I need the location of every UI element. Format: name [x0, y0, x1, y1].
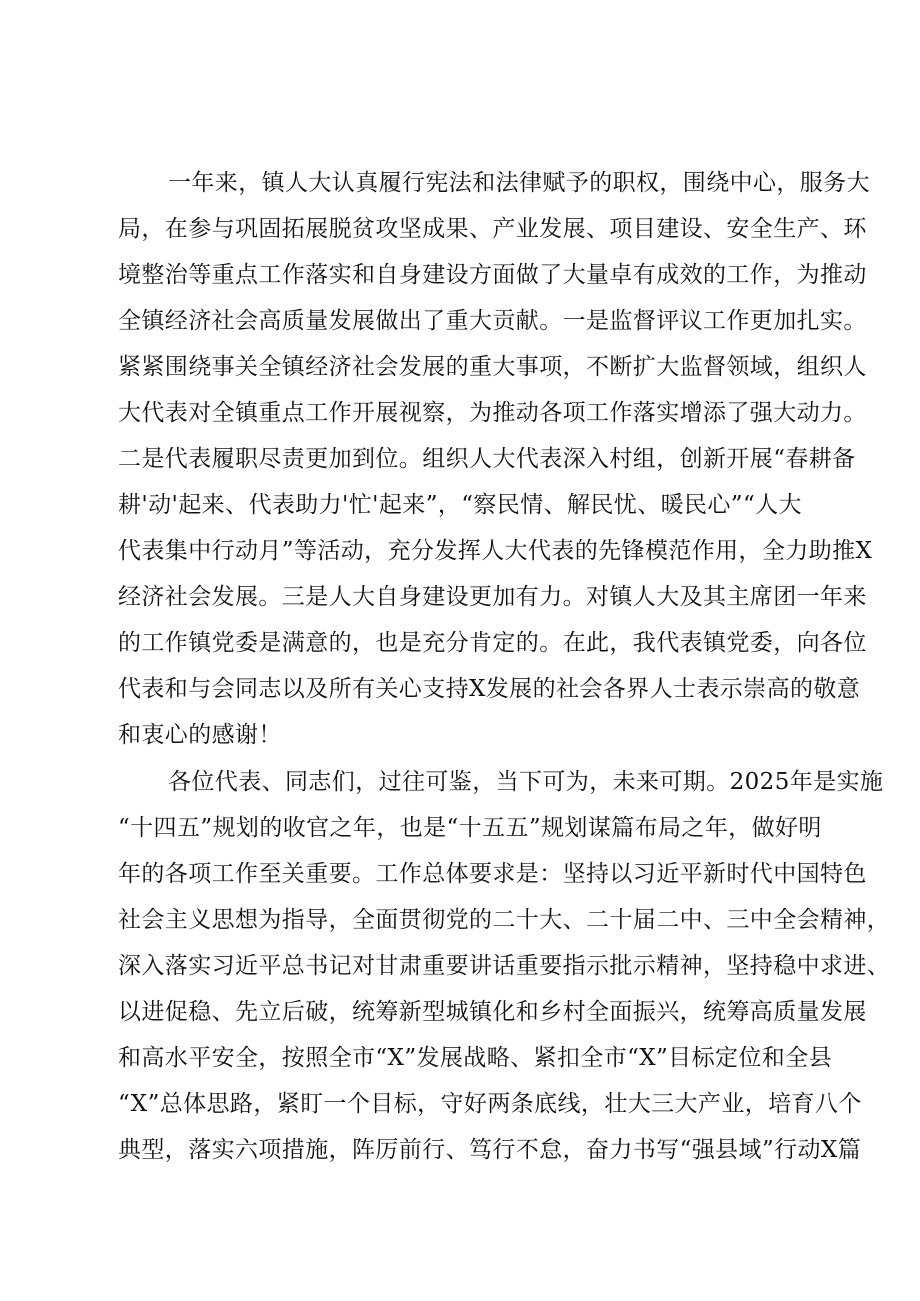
text-line: 局，在参与巩固拓展脱贫攻坚成果、产业发展、项目建设、安全生产、环	[118, 216, 867, 242]
text-line: 各位代表、同志们，过往可鉴，当下可为，未来可期。2025年是实施	[168, 769, 884, 795]
text-line: 二是代表履职尽责更加到位。组织人大代表深入村组，创新开展“春耕备	[118, 446, 856, 472]
text-line: 紧紧围绕事关全镇经济社会发展的重大事项，不断扩大监督领域，组织人	[118, 354, 867, 380]
text-line: 以进促稳、先立后破，统筹新型城镇化和乡村全面振兴，统筹高质量发展	[118, 999, 867, 1025]
text-line: 一年来，镇人大认真履行宪法和法律赋予的职权，围绕中心，服务大	[168, 170, 870, 196]
text-line: 深入落实习近平总书记对甘肃重要讲话重要指示批示精神，坚持稳中求进、	[118, 953, 891, 979]
text-line: 典型，落实六项措施，阵厉前行、笃行不怠，奋力书写“强县域”行动X篇	[118, 1137, 862, 1163]
text-line: 经济社会发展。三是人大自身建设更加有力。对镇人大及其主席团一年来	[118, 584, 867, 610]
text-line: 和高水平安全，按照全市“X”发展战略、紧扣全市“X”目标定位和全县	[118, 1045, 832, 1071]
text-line: 代表和与会同志以及所有关心支持X发展的社会各界人士表示崇高的敬意	[118, 676, 861, 702]
text-line: 代表集中行动月”等活动，充分发挥人大代表的先锋模范作用，全力助推X	[118, 538, 873, 564]
text-line: 全镇经济社会高质量发展做出了重大贡献。一是监督评议工作更加扎实。	[118, 308, 867, 334]
text-line: 社会主义思想为指导，全面贯彻党的二十大、二十届二中、三中全会精神，	[118, 907, 891, 933]
text-line: 大代表对全镇重点工作开展视察，为推动各项工作落实增添了强大动力。	[118, 400, 867, 426]
text-line: 的工作镇党委是满意的，也是充分肯定的。在此，我代表镇党委，向各位	[118, 630, 867, 656]
text-line: “X”总体思路，紧盯一个目标，守好两条底线，壮大三大产业，培育八个	[118, 1091, 862, 1117]
text-line: 境整治等重点工作落实和自身建设方面做了大量卓有成效的工作，为推动	[118, 262, 867, 288]
text-line: “十四五”规划的收官之年，也是“十五五”规划谋篇布局之年，做好明	[118, 815, 822, 841]
text-line: 年的各项工作至关重要。工作总体要求是：坚持以习近平新时代中国特色	[118, 861, 867, 887]
text-line: 耕'动'起来、代表助力'忙'起来”，“察民情、解民忧、暖民心”“人大	[118, 492, 802, 518]
text-line: 和衷心的感谢！	[118, 722, 282, 748]
